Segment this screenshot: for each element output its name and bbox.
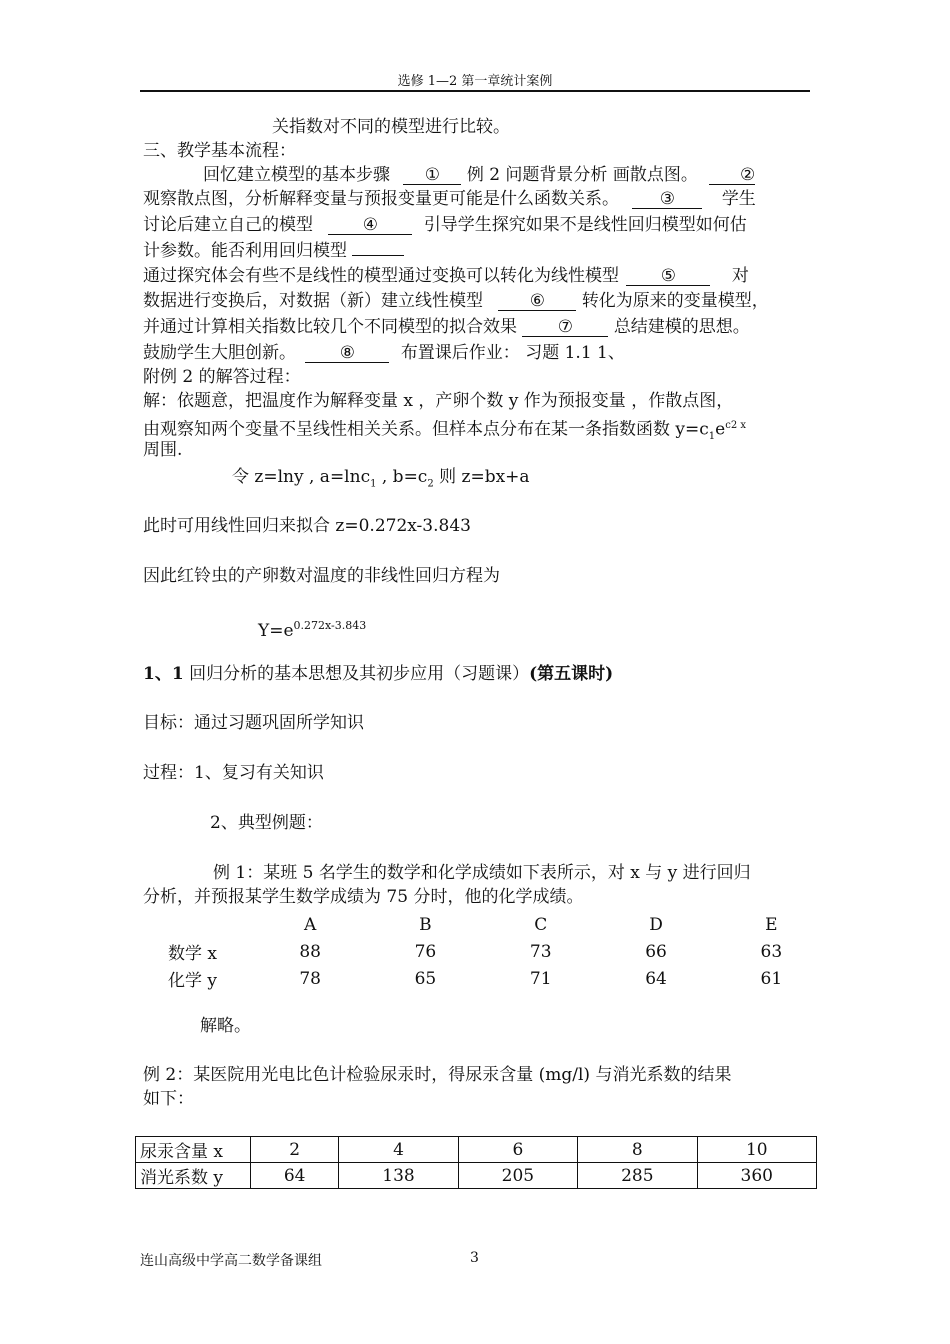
table-row	[152, 939, 828, 964]
table-cell: 360	[697, 1163, 816, 1189]
table-cell: 64	[251, 1163, 339, 1189]
blank-8: ⑧	[305, 344, 389, 363]
example1-table	[150, 910, 830, 993]
lesson-process: 过程：1、复习有关知识	[143, 763, 324, 783]
flow-line-8	[143, 342, 625, 364]
table-cell: A	[303, 914, 317, 935]
table-header-row	[152, 912, 828, 937]
table-row	[152, 966, 828, 991]
flow-text: 转化为原来的变量模型，	[581, 291, 769, 311]
solution-text: e	[715, 419, 726, 440]
therefore-line: 因此红铃虫的产卵数对温度的非线性回归方程为	[143, 566, 500, 586]
subscript: 2	[427, 478, 434, 490]
table-cell: 66	[645, 941, 667, 962]
flow-text: 鼓励学生大胆创新。	[143, 343, 296, 363]
flow-text: 回忆建立模型的基本步骤	[203, 165, 390, 185]
flow-text: 并通过计算相关指数比较几个不同模型的拟合效果	[143, 317, 517, 337]
solution-line-1: 解：依题意，把温度作为解释变量 x ，产卵个数 y 作为预报变量 ，作散点图，	[143, 391, 734, 411]
table-cell: 285	[578, 1163, 697, 1189]
flow-text: 总结建模的思想。	[613, 317, 750, 337]
flow-text: 讨论后建立自己的模型	[143, 215, 313, 235]
example1-answer: 解略。	[200, 1016, 251, 1036]
flow-line-2	[143, 188, 756, 210]
flow-line-6	[143, 290, 769, 312]
blank-empty	[352, 255, 404, 256]
blank-7: ⑦	[522, 318, 608, 337]
flow-text: 计参数。能否利用回归模型	[143, 241, 347, 261]
blank-3: ③	[632, 190, 702, 209]
table-cell: 73	[529, 941, 552, 962]
blank-6: ⑥	[498, 292, 576, 311]
flow-line-3	[143, 214, 747, 236]
page-header: 选修 1—2 第一章统计案例	[397, 74, 553, 89]
substitution-line	[232, 466, 530, 495]
flow-line-4	[143, 240, 404, 262]
example2-table	[135, 1136, 817, 1189]
solution-text: 则 z=bx+a	[433, 467, 530, 487]
header-rule	[140, 90, 810, 92]
flow-text: 例 2 问题背景分析 画散点图。	[466, 165, 698, 185]
subscript: 1	[370, 478, 377, 490]
table-cell: 61	[760, 968, 783, 989]
table-row	[136, 1137, 817, 1163]
lesson-goal: 目标：通过习题巩固所学知识	[143, 713, 364, 733]
subscript: 1	[708, 431, 716, 443]
blank-2: ②	[709, 166, 755, 185]
table-cell: 数学 x	[168, 944, 217, 964]
solution-text: 令 z=lny , a=lnc	[232, 467, 371, 487]
blank-1: ①	[403, 166, 461, 185]
table-cell: C	[534, 914, 548, 935]
table-cell: 10	[697, 1137, 816, 1163]
page-number: 3	[470, 1250, 479, 1266]
example1-line-1: 例 1：某班 5 名学生的数学和化学成绩如下表所示，对 x 与 y 进行回归	[213, 863, 751, 883]
table-cell: E	[765, 914, 778, 935]
equation-base: Y=e	[258, 621, 294, 641]
table-cell: D	[649, 914, 663, 935]
table-cell: 88	[299, 941, 321, 962]
table-cell: 71	[529, 968, 552, 989]
table-cell: 64	[645, 968, 667, 989]
regression-equation	[258, 615, 366, 642]
table-cell: 78	[299, 968, 321, 989]
solution-line-2	[143, 415, 746, 448]
table-cell	[152, 912, 251, 937]
flow-text: 对	[731, 266, 749, 286]
equation-exponent: 0.272x-3.843	[293, 619, 367, 632]
example2-line-1: 例 2：某医院用光电比色计检验尿汞时，得尿汞含量 (mg/l) 与消光系数的结果	[143, 1065, 732, 1085]
linear-fit-line: 此时可用线性回归来拟合 z=0.272x-3.843	[143, 516, 471, 536]
flow-text: 学生	[721, 189, 756, 209]
blank-4: ④	[328, 216, 412, 235]
flow-text: 通过探究体会有些不是线性的模型通过变换可以转化为线性模型	[143, 266, 619, 286]
flow-text: 引导学生探究如果不是线性回归模型如何估	[423, 215, 747, 235]
table-cell: 65	[414, 968, 437, 989]
solution-line-3: 周围.	[143, 440, 183, 460]
table-cell: 尿汞含量 x	[136, 1137, 251, 1163]
table-cell: 6	[458, 1137, 577, 1163]
table-cell: 205	[458, 1163, 577, 1189]
solution-title: 附例 2 的解答过程：	[143, 367, 301, 387]
flow-text: 布置课后作业： 习题 1.1 1、	[400, 343, 625, 363]
lesson-period: (第五课时)	[529, 664, 614, 684]
solution-text: , b=c	[376, 467, 428, 487]
blank-5: ⑤	[626, 267, 710, 286]
section3-title: 三、教学基本流程：	[143, 141, 296, 161]
table-cell: 138	[339, 1163, 458, 1189]
table-cell: 消光系数 y	[136, 1163, 251, 1189]
table-cell: 8	[578, 1137, 697, 1163]
example2-line-2: 如下：	[143, 1089, 194, 1109]
flow-line-7	[143, 316, 750, 338]
lesson-name: 回归分析的基本思想及其初步应用（习题课）	[183, 664, 530, 684]
table-cell: 化学 y	[168, 971, 218, 991]
table-cell: 76	[414, 941, 437, 962]
lesson-title	[143, 663, 613, 685]
flow-text: 观察散点图，分析解释变量与预报变量更可能是什么函数关系。	[143, 189, 619, 209]
superscript: c2 x	[725, 420, 746, 431]
lesson-number: 1、1	[143, 664, 184, 684]
table-cell: 63	[760, 941, 783, 962]
intro-line: 关指数对不同的模型进行比较。	[272, 117, 510, 137]
flow-line-5	[143, 265, 749, 287]
typical-examples-heading: 2、典型例题：	[210, 813, 323, 833]
table-row	[136, 1163, 817, 1189]
flow-text: 数据进行变换后，对数据（新）建立线性模型	[143, 291, 483, 311]
footer-school: 连山高级中学高二数学备课组	[140, 1253, 322, 1269]
flow-line-1	[203, 164, 755, 186]
table-cell: 4	[339, 1137, 458, 1163]
table-cell: B	[419, 914, 432, 935]
table-cell: 2	[251, 1137, 339, 1163]
example1-line-2: 分析，并预报某学生数学成绩为 75 分时，他的化学成绩。	[143, 887, 584, 907]
solution-text: 由观察知两个变量不呈线性相关关系。但样本点分布在某一条指数函数 y=c	[143, 419, 709, 440]
